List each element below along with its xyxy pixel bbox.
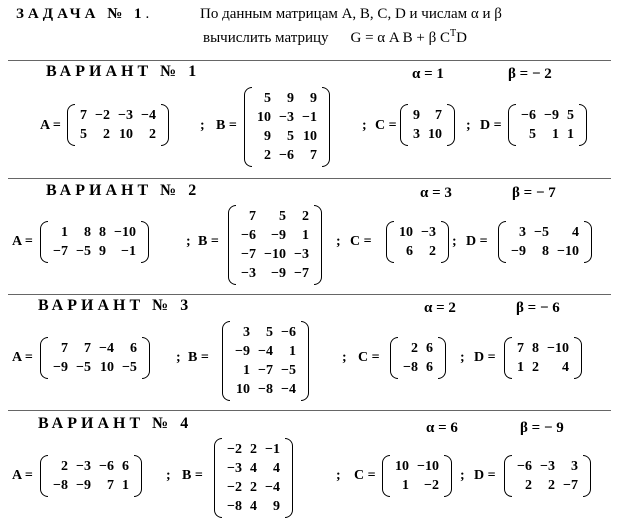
matrix-cell: −4	[257, 344, 273, 359]
matrix-row	[517, 106, 578, 125]
matrix-cell: 7	[435, 108, 442, 123]
matrix-cell: −1	[120, 244, 136, 259]
matrix-cell: −10	[547, 341, 569, 356]
matrix-cell: −4	[264, 480, 280, 495]
matrix-cell: 5	[265, 325, 273, 340]
matrix-row	[391, 457, 443, 476]
matrix-row	[237, 226, 313, 245]
matrix-d	[504, 337, 582, 379]
matrix-cell: −4	[280, 382, 296, 397]
matrix-cell: −8	[227, 499, 242, 514]
matrix-cell: 7	[106, 478, 114, 493]
matrix-label-c: C =	[375, 118, 397, 133]
matrix-row	[517, 125, 578, 144]
matrix-cell: −10	[263, 247, 286, 262]
matrix-cell: 10	[235, 382, 250, 397]
matrix-cell: −2	[227, 480, 242, 495]
matrix-cell: 9	[286, 91, 294, 106]
matrix-label-c: C =	[354, 468, 376, 483]
matrix-cell: −3	[227, 461, 242, 476]
matrix-cell: 3	[242, 325, 250, 340]
matrix-a	[67, 104, 169, 146]
matrix-row	[399, 358, 437, 377]
matrix-cell: −6	[280, 325, 296, 340]
matrix-cell: 1	[288, 344, 296, 359]
matrix-cell: 2	[60, 459, 68, 474]
matrix-label-d: D =	[466, 234, 488, 249]
matrix-row	[49, 223, 140, 242]
matrix-cell: −3	[75, 459, 91, 474]
matrix-cell: −6	[521, 108, 536, 123]
matrix-cell: 7	[60, 341, 68, 356]
matrix-cell: 8	[98, 225, 106, 240]
alpha-value: α = 6	[426, 420, 458, 436]
matrix-row	[513, 339, 573, 358]
matrix-cell: 10	[118, 127, 133, 142]
divider	[8, 410, 611, 411]
variant-title: ВАРИАНТ № 3	[38, 297, 193, 314]
matrix-cell: −10	[556, 244, 579, 259]
matrix-cell: 4	[571, 225, 579, 240]
separator: ;	[362, 118, 367, 133]
variant-title: ВАРИАНТ № 1	[46, 63, 201, 80]
matrix-cell: 9	[98, 244, 106, 259]
matrix-label-b: B =	[198, 234, 219, 249]
matrix-cell: −5	[533, 225, 549, 240]
matrix-cell: −2	[227, 442, 242, 457]
matrix-cell: −1	[301, 110, 317, 125]
matrix-cell: 2	[301, 209, 309, 224]
matrix-row	[49, 339, 141, 358]
matrix-d	[504, 455, 591, 497]
formula-end: D	[456, 30, 467, 46]
divider	[8, 60, 611, 61]
matrix-cell: 5	[278, 209, 286, 224]
matrix-row	[399, 339, 437, 358]
matrix-row	[223, 440, 284, 459]
formula: G = α A B + β C	[350, 30, 451, 46]
matrix-row	[507, 242, 583, 261]
matrix-cell: 10	[399, 225, 413, 240]
matrix-a	[40, 221, 149, 263]
matrix-b	[222, 321, 309, 401]
matrix-cell: −4	[140, 108, 156, 123]
matrix-cell: −8	[257, 382, 273, 397]
matrix-cell: 2	[264, 148, 271, 163]
matrix-c	[386, 221, 449, 263]
beta-value: β = − 2	[508, 66, 552, 82]
matrix-cell: −5	[121, 360, 137, 375]
matrix-b	[214, 438, 293, 518]
matrix-row	[231, 323, 300, 342]
separator: ;	[176, 350, 181, 365]
matrix-cell: −9	[75, 478, 91, 493]
matrix-cell: 4	[249, 461, 257, 476]
matrix-row	[49, 242, 140, 261]
matrix-cell: 9	[309, 91, 317, 106]
matrix-cell: 2	[524, 478, 532, 493]
matrix-cell: 3	[570, 459, 578, 474]
matrix-row	[223, 478, 284, 497]
matrix-cell: −6	[241, 228, 256, 243]
matrix-cell: −9	[53, 360, 68, 375]
matrix-cell: 5	[80, 127, 87, 142]
matrix-cell: 3	[518, 225, 526, 240]
matrix-row	[237, 207, 313, 226]
matrix-cell: 6	[425, 341, 433, 356]
matrix-cell: −2	[424, 478, 439, 493]
transpose-mark: T	[450, 28, 457, 39]
task-formula-line	[203, 28, 467, 47]
matrix-cell: 7	[309, 148, 317, 163]
beta-value: β = − 7	[512, 185, 556, 201]
matrix-b	[244, 87, 330, 167]
matrix-cell: −7	[293, 266, 309, 281]
matrix-row	[253, 146, 321, 165]
matrix-cell: 7	[517, 341, 524, 356]
matrix-cell: −10	[113, 225, 136, 240]
matrix-row	[76, 106, 160, 125]
matrix-row	[513, 358, 573, 377]
matrix-cell: 5	[566, 108, 574, 123]
matrix-c	[390, 337, 446, 379]
divider	[8, 178, 611, 179]
matrix-row	[513, 476, 582, 495]
separator: ;	[336, 468, 341, 483]
separator: ;	[166, 468, 171, 483]
matrix-label-b: B =	[216, 118, 237, 133]
matrix-row	[253, 89, 321, 108]
matrix-cell: −8	[403, 360, 418, 375]
matrix-cell: 4	[249, 499, 257, 514]
matrix-label-b: B =	[182, 468, 203, 483]
matrix-row	[237, 245, 313, 264]
matrix-cell: −9	[270, 228, 286, 243]
matrix-cell: −7	[257, 363, 273, 378]
matrix-cell: 1	[566, 127, 574, 142]
separator: ;	[460, 468, 465, 483]
matrix-label-a: A =	[12, 468, 33, 483]
alpha-value: α = 3	[420, 185, 452, 201]
matrix-cell: −7	[562, 478, 578, 493]
matrix-cell: 8	[83, 225, 91, 240]
matrix-cell: 4	[272, 461, 280, 476]
matrix-label-c: C =	[358, 350, 380, 365]
matrix-cell: −2	[95, 108, 110, 123]
matrix-label-c: C =	[350, 234, 372, 249]
matrix-label-a: A =	[12, 350, 33, 365]
matrix-cell: −9	[543, 108, 559, 123]
matrix-cell: −3	[421, 225, 436, 240]
matrix-cell: −6	[279, 148, 294, 163]
matrix-row	[49, 358, 141, 377]
matrix-label-a: A =	[12, 234, 33, 249]
matrix-row	[409, 125, 446, 144]
matrix-cell: 1	[242, 363, 250, 378]
matrix-cell: −7	[53, 244, 68, 259]
separator: ;	[200, 118, 205, 133]
matrix-cell: 1	[402, 478, 409, 493]
matrix-d	[498, 221, 592, 263]
matrix-cell: 6	[406, 244, 413, 259]
beta-value: β = − 6	[516, 300, 560, 316]
matrix-a	[40, 455, 142, 497]
matrix-cell: 7	[80, 108, 87, 123]
matrix-label-d: D =	[474, 350, 496, 365]
matrix-label-d: D =	[474, 468, 496, 483]
matrix-a	[40, 337, 150, 379]
matrix-b	[228, 205, 322, 285]
matrix-cell: 1	[301, 228, 309, 243]
matrix-cell: −6	[517, 459, 532, 474]
matrix-cell: −3	[539, 459, 555, 474]
matrix-c	[382, 455, 452, 497]
matrix-cell: 6	[121, 459, 129, 474]
matrix-label-d: D =	[480, 118, 502, 133]
matrix-cell: −9	[511, 244, 526, 259]
matrix-row	[223, 497, 284, 516]
matrix-cell: −10	[417, 459, 439, 474]
matrix-row	[231, 380, 300, 399]
beta-value: β = − 9	[520, 420, 564, 436]
matrix-cell: −6	[98, 459, 114, 474]
matrix-row	[395, 223, 440, 242]
variant-title: ВАРИАНТ № 2	[46, 182, 201, 199]
separator: ;	[452, 234, 457, 249]
separator: ;	[186, 234, 191, 249]
alpha-value: α = 2	[424, 300, 456, 316]
matrix-label-b: B =	[188, 350, 209, 365]
matrix-cell: −3	[279, 110, 294, 125]
separator: ;	[460, 350, 465, 365]
matrix-cell: −9	[270, 266, 286, 281]
matrix-row	[513, 457, 582, 476]
matrix-cell: 1	[517, 360, 524, 375]
matrix-cell: −5	[75, 360, 91, 375]
matrix-cell: −8	[53, 478, 68, 493]
matrix-cell: 1	[551, 127, 559, 142]
matrix-label-a: A =	[40, 118, 61, 133]
matrix-cell: 2	[547, 478, 555, 493]
matrix-cell: 2	[102, 127, 110, 142]
matrix-cell: 2	[532, 360, 539, 375]
matrix-cell: 2	[148, 127, 156, 142]
matrix-row	[253, 108, 321, 127]
matrix-cell: −5	[280, 363, 296, 378]
matrix-cell: −5	[75, 244, 91, 259]
matrix-cell: 7	[83, 341, 91, 356]
matrix-cell: 1	[121, 478, 129, 493]
matrix-cell: 7	[248, 209, 256, 224]
matrix-cell: −3	[117, 108, 133, 123]
matrix-cell: −7	[241, 247, 256, 262]
matrix-cell: 10	[428, 127, 442, 142]
divider	[8, 294, 611, 295]
matrix-cell: −4	[98, 341, 114, 356]
separator: ;	[336, 234, 341, 249]
matrix-cell: 8	[532, 341, 539, 356]
matrix-cell: 3	[413, 127, 420, 142]
matrix-cell: 10	[99, 360, 114, 375]
matrix-row	[231, 361, 300, 380]
matrix-row	[253, 127, 321, 146]
matrix-cell: −3	[241, 266, 256, 281]
matrix-row	[237, 264, 313, 283]
matrix-row	[395, 242, 440, 261]
matrix-cell: 5	[528, 127, 536, 142]
separator: ;	[342, 350, 347, 365]
matrix-cell: 9	[264, 129, 271, 144]
task-description: По данным матрицам A, B, C, D и числам α и β	[200, 6, 502, 22]
matrix-row	[409, 106, 446, 125]
matrix-cell: 1	[60, 225, 68, 240]
task-title: ЗАДАЧА № 1.	[16, 6, 154, 22]
variant-title: ВАРИАНТ № 4	[38, 415, 193, 432]
matrix-row	[507, 223, 583, 242]
matrix-cell: 6	[425, 360, 433, 375]
matrix-row	[49, 476, 133, 495]
alpha-value: α = 1	[412, 66, 444, 82]
matrix-cell: 9	[272, 499, 280, 514]
matrix-cell: −9	[235, 344, 250, 359]
matrix-cell: 10	[302, 129, 317, 144]
matrix-c	[400, 104, 455, 146]
matrix-row	[223, 459, 284, 478]
matrix-cell: 5	[286, 129, 294, 144]
matrix-cell: 4	[561, 360, 569, 375]
matrix-cell: 2	[410, 341, 418, 356]
matrix-cell: 10	[395, 459, 409, 474]
matrix-d	[508, 104, 587, 146]
matrix-row	[49, 457, 133, 476]
separator: ;	[466, 118, 471, 133]
matrix-cell: 2	[249, 480, 257, 495]
matrix-cell: 9	[413, 108, 420, 123]
matrix-cell: −1	[264, 442, 280, 457]
matrix-row	[231, 342, 300, 361]
matrix-cell: 5	[264, 91, 271, 106]
matrix-cell: 8	[541, 244, 549, 259]
matrix-cell: −3	[293, 247, 309, 262]
matrix-cell: 6	[129, 341, 137, 356]
matrix-row	[76, 125, 160, 144]
matrix-row	[391, 476, 443, 495]
matrix-cell: 2	[428, 244, 436, 259]
matrix-cell: 2	[249, 442, 257, 457]
matrix-cell: 10	[257, 110, 271, 125]
formula-intro: вычислить матрицу	[203, 30, 329, 46]
